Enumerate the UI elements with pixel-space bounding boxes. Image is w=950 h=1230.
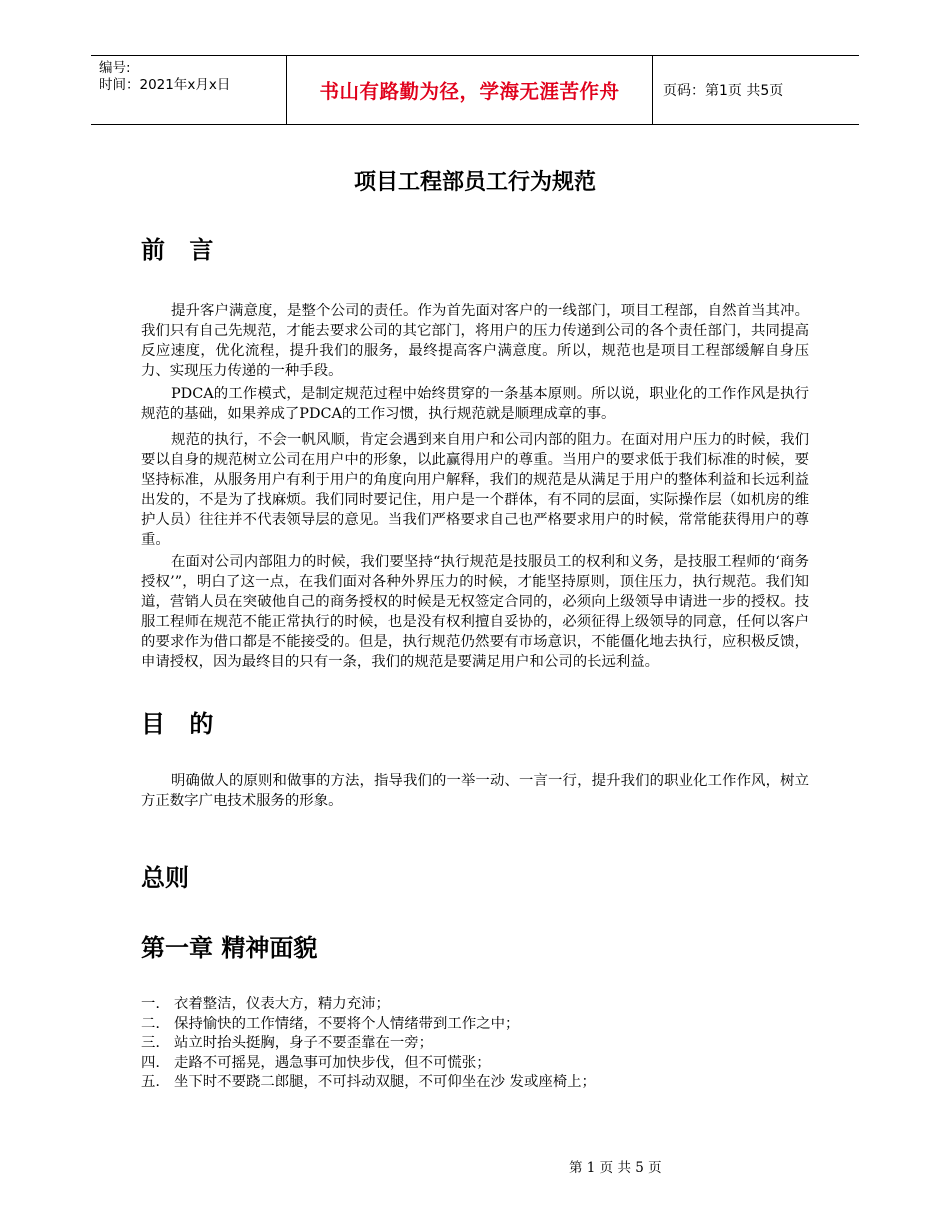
list-item-number: 四. [141, 1054, 160, 1071]
preface-paragraph-1: 提升客户满意度，是整个公司的责任。作为首先面对客户的一线部门，项目工程部，自然首当其冲。我们只有自己先规范，才能去要求公司的其它部门，将用户的压力传递到公司的各个责任部门，共同提高反应速度，优化流程，提升我们的服务，最终提高客户满意度。所以，规范也是项目工程部缓解自身压力、实现压力传递的一种手段。 [141, 303, 809, 379]
list-item [141, 1015, 596, 1035]
footer-page-number: 第 1 页 共 5 页 [569, 1160, 662, 1176]
general-heading: 总则 [141, 864, 189, 892]
list-item-text: 保持愉快的工作情绪，不要将个人情绪带到工作之中； [174, 1015, 520, 1032]
document-number-label: 编号: [99, 60, 131, 76]
list-item-text: 站立时抬头挺胸，身子不要歪靠在一旁； [174, 1035, 434, 1051]
list-item [141, 1073, 596, 1093]
list-item-number: 三. [141, 1035, 160, 1051]
list-item-number: 一. [141, 996, 160, 1012]
document-time-label: 时间：2021年x月x日 [99, 77, 231, 93]
list-item-text: 坐下时不要跷二郎腿，不可抖动双腿，不可仰坐在沙 发或座椅上； [174, 1074, 596, 1090]
page-header [91, 55, 859, 125]
header-page-info: 页码：第1页 共5页 [663, 83, 784, 99]
purpose-heading: 目 的 [141, 710, 222, 738]
list-item-text: 走路不可摇晃，遇急事可加快步伐，但不可慌张； [174, 1054, 491, 1071]
list-item-number: 二. [141, 1015, 160, 1032]
preface-heading: 前 言 [141, 236, 222, 264]
document-title: 项目工程部员工行为规范 [353, 170, 596, 195]
chapter-one-heading: 第一章 精神面貌 [141, 934, 318, 962]
chapter-one-list [141, 995, 596, 1093]
list-item [141, 1054, 596, 1074]
preface-paragraph-4: 在面对公司内部阻力的时候，我们要坚持“执行规范是技服员工的权利和义务，是技服工程师的‘商务授权’”，明白了这一点，在我们面对各种外界压力的时候，才能坚持原则，顶住压力，执行规范。我们知道，营销人员在突破他自己的商务授权的时候是无权签定合同的，必须向上级领导申请进一步的授权。技服工程师在规范不能正常执行的时候，也是没有权利擅自妥协的，必须征得上级领导的同意，任何以客户的要求作为借口都是不能接受的。但是，执行规范仍然要有市场意识，不能僵化地去执行，应积极反馈，申请授权，因为最终目的只有一条，我们的规范是要满足用户和公司的长远利益。 [141, 554, 809, 670]
list-item [141, 995, 596, 1015]
preface-paragraph-2: PDCA的工作模式，是制定规范过程中始终贯穿的一条基本原则。所以说，职业化的工作作风是执行规范的基础，如果养成了PDCA的工作习惯，执行规范就是顺理成章的事。 [141, 386, 809, 422]
list-item [141, 1034, 596, 1054]
purpose-paragraph: 明确做人的原则和做事的方法，指导我们的一举一动、一言一行，提升我们的职业化工作作风，树立方正数字广电技术服务的形象。 [141, 773, 809, 809]
header-motto: 书山有路勤为径，学海无涯苦作舟 [286, 56, 653, 124]
header-meta [91, 56, 286, 124]
list-item-number: 五. [141, 1074, 160, 1090]
preface-paragraph-3: 规范的执行，不会一帆风顺，肯定会遇到来自用户和公司内部的阻力。在面对用户压力的时候，我们要以自身的规范树立公司在用户中的形象，以此赢得用户的尊重。当用户的要求低于我们标准的时候，要坚持标准，从服务用户有利于用户的角度向用户解释，我们的规范是从满足于用户的整体利益和长远利益出发的，不是为了找麻烦。我们同时要记住，用户是一个群体，有不同的层面，实际操作层（如机房的维护人员）往往并不代表领导层的意见。当我们严格要求自己也严格要求用户的时候，常常能获得用户的尊重。 [141, 432, 809, 548]
list-item-text: 衣着整洁，仪表大方，精力充沛； [174, 996, 390, 1012]
